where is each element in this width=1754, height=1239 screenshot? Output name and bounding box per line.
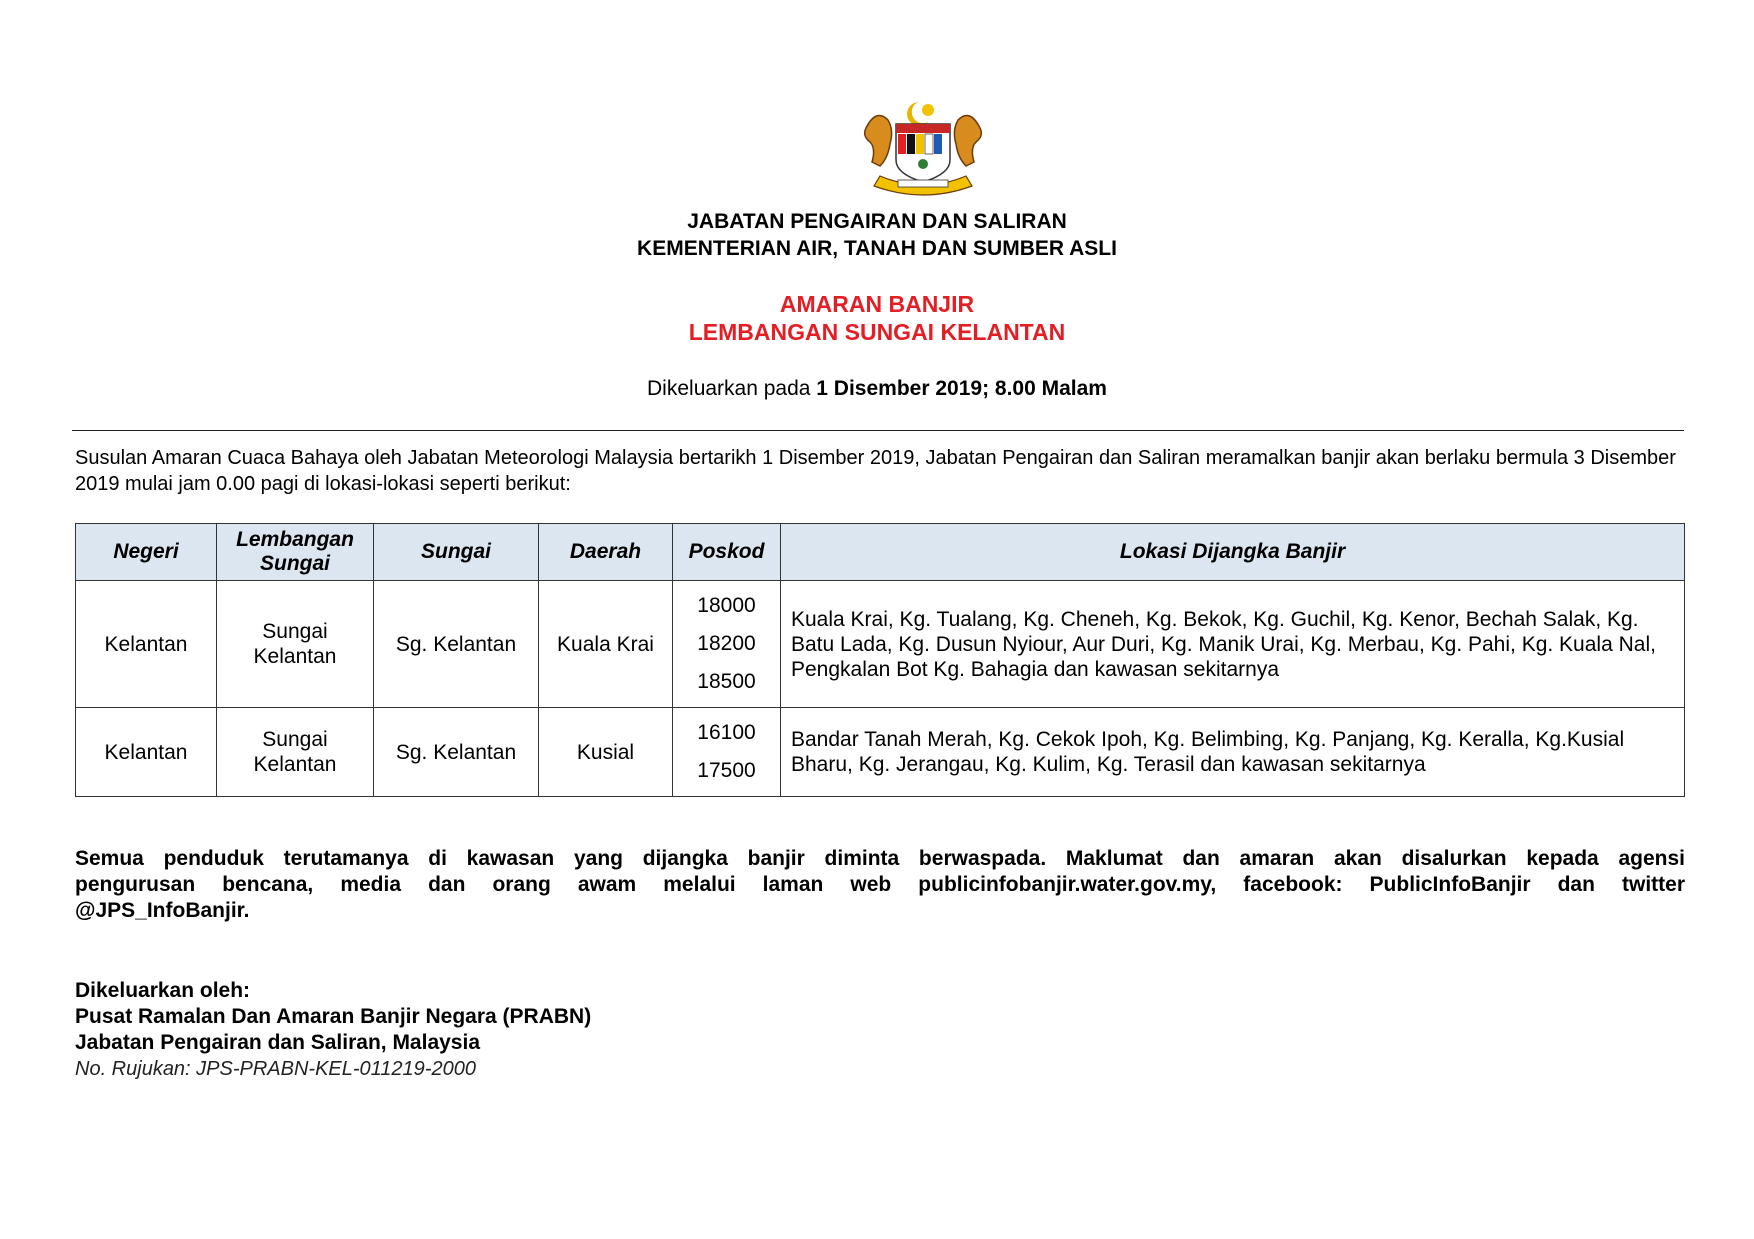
cell-lokasi: Bandar Tanah Merah, Kg. Cekok Ipoh, Kg. Belimbing, Kg. Panjang, Kg. Keralla, Kg.Kusial Bharu, Kg. Jerangau, Kg. Kulim, Kg. Terasil dan kawasan sekitarnya — [781, 708, 1685, 797]
signature-label: Dikeluarkan oleh: — [75, 979, 251, 1002]
notice-line: @JPS_InfoBanjir. — [75, 899, 250, 922]
header-daerah: Daerah — [539, 524, 673, 581]
cell-sungai: Sg. Kelantan — [374, 581, 539, 708]
cell-sungai: Sg. Kelantan — [374, 708, 539, 797]
divider — [72, 430, 1684, 431]
cell-negeri: Kelantan — [76, 708, 217, 797]
notice-line: Semua penduduk terutamanya di kawasan yang dijangka banjir diminta berwaspada. Maklumat dan amaran akan disalurkan kepada agensi — [75, 847, 1685, 870]
poskod-value: 16100 — [697, 721, 756, 744]
cell-lembangan: Sungai Kelantan — [217, 581, 374, 708]
poskod-value: 18500 — [697, 670, 756, 693]
table-row — [76, 581, 1685, 708]
signature-block — [75, 978, 591, 1082]
signature-org: Pusat Ramalan Dan Amaran Banjir Negara (PRABN) — [75, 1005, 592, 1028]
notice-line: pengurusan bencana, media dan orang awam melalui laman web publicinfobanjir.water.gov.my, facebook: PublicInfoBanjir dan twitter — [75, 873, 1685, 896]
poskod-value: 18200 — [697, 632, 756, 655]
issued-prefix: Dikeluarkan pada — [647, 377, 817, 400]
cell-negeri: Kelantan — [76, 581, 217, 708]
issued-datetime: 1 Disember 2019; 8.00 Malam — [816, 377, 1107, 400]
header-lembangan: Lembangan Sungai — [217, 524, 374, 581]
warning-title: AMARAN BANJIR — [779, 291, 975, 317]
basin-title: LEMBANGAN SUNGAI KELANTAN — [688, 319, 1066, 345]
flood-locations-table — [75, 523, 1685, 797]
cell-lembangan: Sungai Kelantan — [217, 708, 374, 797]
poskod-value: 17500 — [697, 759, 756, 782]
signature-org: Jabatan Pengairan dan Saliran, Malaysia — [75, 1031, 480, 1054]
ministry-name: KEMENTERIAN AIR, TANAH DAN SUMBER ASLI — [637, 237, 1117, 260]
cell-lokasi: Kuala Krai, Kg. Tualang, Kg. Cheneh, Kg. Bekok, Kg. Guchil, Kg. Kenor, Bechah Salak, Kg. Batu Lada, Kg. Dusun Nyiour, Aur Duri, Kg. Manik Urai, Kg. Merbau, Kg. Pahi, Kg. Kuala Nal, Pengkalan Bot Kg. Bahagia dan kawasan sekitarnya — [781, 581, 1685, 708]
cell-daerah: Kusial — [539, 708, 673, 797]
cell-poskod — [673, 708, 781, 797]
table-header-row — [76, 524, 1685, 581]
issued-line — [0, 376, 1754, 402]
coat-of-arms-icon — [858, 98, 988, 196]
header-poskod: Poskod — [673, 524, 781, 581]
header-sungai: Sungai — [374, 524, 539, 581]
poskod-value: 18000 — [697, 594, 756, 617]
department-name: JABATAN PENGAIRAN DAN SALIRAN — [687, 210, 1067, 233]
notice-paragraph — [75, 846, 1685, 924]
cell-daerah: Kuala Krai — [539, 581, 673, 708]
table-row — [76, 708, 1685, 797]
header-lokasi: Lokasi Dijangka Banjir — [781, 524, 1685, 581]
cell-poskod — [673, 581, 781, 708]
reference-number: No. Rujukan: JPS-PRABN-KEL-011219-2000 — [75, 1058, 476, 1080]
header-negeri: Negeri — [76, 524, 217, 581]
intro-paragraph: Susulan Amaran Cuaca Bahaya oleh Jabatan Meteorologi Malaysia bertarikh 1 Disember 2019, Jabatan Pengairan dan Saliran meramalkan banjir akan berlaku bermula 3 Disember 2019 mulai jam 0.00 pagi di lokasi-lokasi seperti berikut: — [75, 447, 1676, 495]
